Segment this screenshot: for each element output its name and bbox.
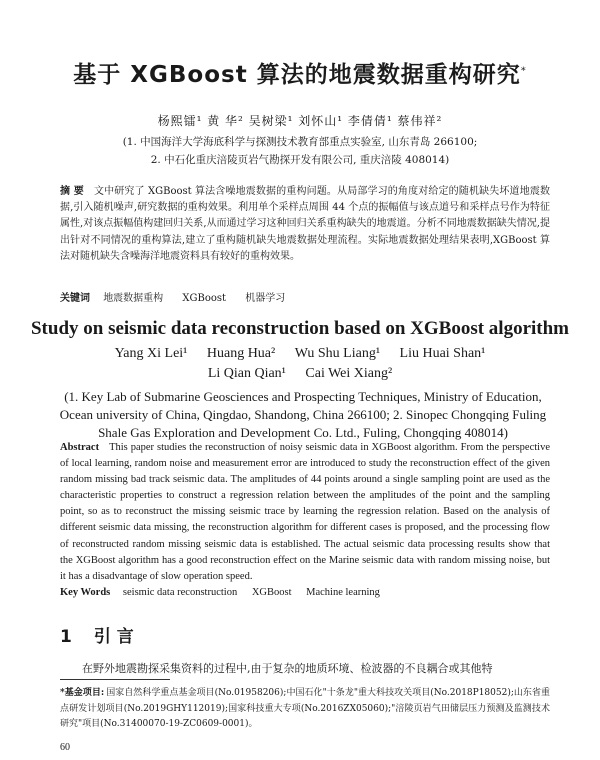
english-authors-row-1 (0, 346, 600, 362)
chinese-keyword: XGBoost (182, 293, 227, 304)
chinese-keyword: 机器学习 (245, 293, 286, 304)
footnote-text: 国家自然科学重点基金项目(No.01958206);中国石化"十条龙"重大科技攻关项目(No.2018P18052);山东省重点研发计划项目(No.2019GHY112019);国家科技重大专项(No.2016ZX05060);"涪陵页岩气田储层压力预测及监测技术研究"项目(No.31400070-19-ZC0609-0001)。 (60, 688, 550, 729)
english-author: Huang Hua² (206, 346, 276, 361)
section-heading (60, 622, 134, 647)
chinese-keywords (60, 289, 550, 304)
english-abstract-text: This paper studies the reconstruction of noisy seismic data in XGBoost algorithm. From the perspective of local learning, random noise and measurement error are introduced to study the reconstruction effect of the given random missing bad track seismic data. The amplitudes of 44 points around a single sampling point are used as the characteristic properties to construct a regression relation between the amplitudes of the point and the sampling point, so as to reconstruct the missing seismic trace by learning the regression relation. Based on the analysis of different seismic data missing, the reconstruction algorithm for different cases is proposed, and the processing flow of reconstructed random missing seismic data is established. The actual seismic data processing results show that the XGBoost algorithm has a good reconstruction effect on the Marine seismic data with random missing noise, but it has a disadvantage of slow operation speed. (60, 442, 550, 582)
chinese-abstract (60, 184, 550, 265)
english-author: Liu Huai Shan¹ (399, 346, 486, 361)
english-keyword: Machine learning (306, 587, 380, 598)
footnote-label: *基金项目: (60, 688, 105, 698)
english-author: Yang Xi Lei¹ (114, 346, 188, 361)
english-keywords (60, 587, 550, 598)
section-title: 引 言 (93, 627, 134, 647)
footnote-divider (60, 679, 170, 680)
chinese-title: 基于 XGBoost 算法的地震数据重构研究* (73, 62, 527, 88)
english-authors-row-2 (0, 366, 600, 382)
chinese-affiliation-2: 2. 中石化重庆涪陵页岩气勘探开发有限公司, 重庆涪陵 408014) (150, 154, 450, 166)
section-number: 1 (60, 627, 72, 647)
chinese-abstract-text: 文中研究了 XGBoost 算法含噪地震数据的重构问题。从局部学习的角度对给定的随机缺失坏道地震数据,引入随机噪声,研究数据的重构效果。利用单个采样点周围 44 个点的振幅值与该点道号和采样点号作为特征属性,对该点振幅值构建回归关系,从而通过学习这种回归关系重构缺失的地震道。分析不同地震数据缺失情况,提出针对不同情况的重构算法,建立了重构随机缺失地震数据处理流程。实际地震数据处理结果表明,XGBoost 算法对随机缺失含噪海洋地震资料具有较好的重构效果。 (60, 186, 550, 262)
english-author: Wu Shu Liang¹ (294, 346, 381, 361)
chinese-authors: 杨熙镭¹ 黄 华² 吴树梁¹ 刘怀山¹ 李倩倩¹ 蔡伟祥² (157, 114, 443, 128)
english-keyword: seismic data reconstruction (122, 587, 238, 598)
english-abstract-label: Abstract (60, 442, 100, 453)
title-footnote-mark: * (520, 65, 527, 77)
chinese-abstract-label: 摘 要 (60, 186, 84, 197)
chinese-affiliation-1: (1. 中国海洋大学海底科学与探测技术教育部重点实验室, 山东青岛 266100; (122, 136, 478, 148)
chinese-keywords-label: 关键词 (60, 293, 90, 304)
english-author: Li Qian Qian¹ (207, 366, 286, 381)
page-number: 60 (60, 742, 70, 753)
footnote (60, 686, 550, 733)
chinese-keyword: 地震数据重构 (103, 293, 164, 304)
english-keywords-label: Key Words (60, 587, 111, 598)
english-abstract (60, 440, 550, 585)
english-keyword: XGBoost (251, 587, 292, 598)
english-affiliation: (1. Key Lab of Submarine Geosciences and Prospecting Techniques, Ministry of Education, Ocean university of China, Qingdao, Shandong, China 266100; 2. Sinopec Chongqing Fuling Shale Gas Exploration and Development Co. Ltd., Fuling, Chongqing 408014) (59, 389, 547, 440)
english-author: Cai Wei Xiang² (305, 366, 393, 381)
intro-paragraph: 在野外地震勘探采集资料的过程中,由于复杂的地质环境、检波器的不良耦合或其他特 (82, 662, 493, 675)
english-title: Study on seismic data reconstruction based on XGBoost algorithm (30, 318, 569, 339)
